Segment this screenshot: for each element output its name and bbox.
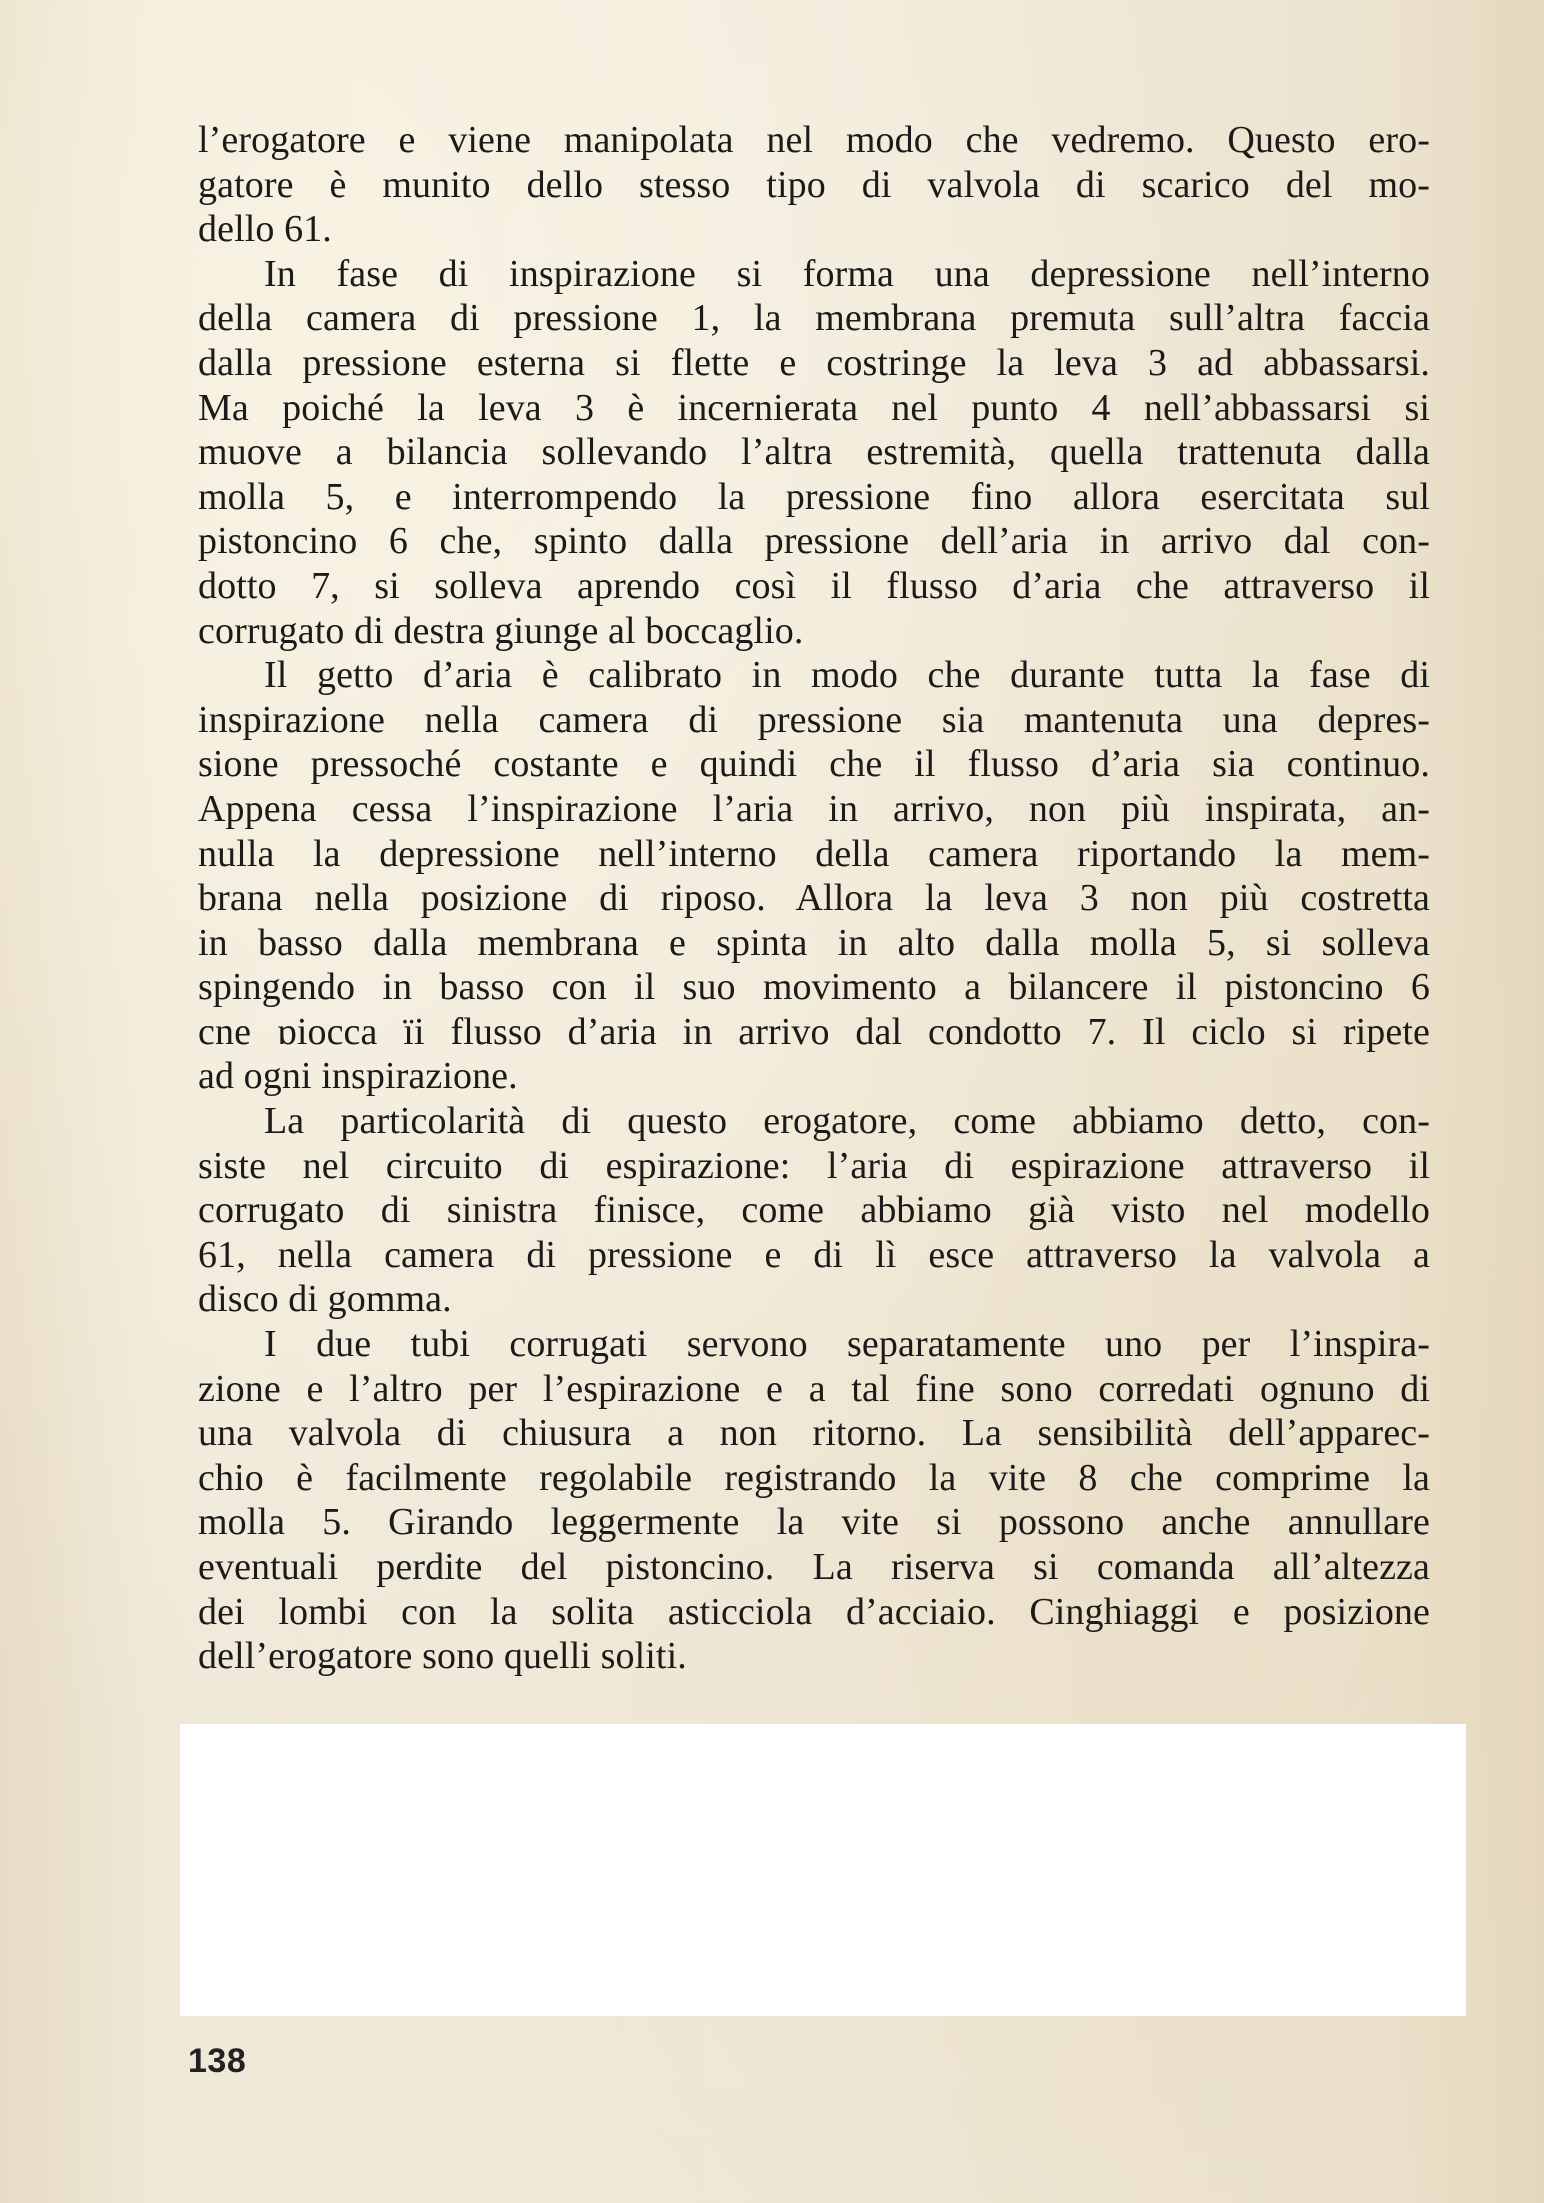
paragraph <box>198 1322 1430 1679</box>
text-line: Il getto d’aria è calibrato in modo che durante tutta la fase di <box>264 654 1430 697</box>
text-line: inspirazione nella camera di pressione sia mantenuta una depres- <box>198 698 1430 741</box>
paragraph <box>198 653 1430 1099</box>
text-line: eventuali perdite del pistoncino. La riserva si comanda all’altezza <box>198 1546 1430 1588</box>
text-line: dell’erogatore sono quelli soliti. <box>198 1635 687 1678</box>
text-line: l’erogatore e viene manipolata nel modo che vedremo. Questo ero- <box>198 119 1430 161</box>
text-line: in basso dalla membrana e spinta in alto dalla molla 5, si solleva <box>198 921 1430 964</box>
text-line: Appena cessa l’inspirazione l’aria in arrivo, non più inspirata, an- <box>198 787 1430 830</box>
text-line: chio è facilmente regolabile registrando la vite 8 che comprime la <box>198 1456 1430 1499</box>
text-line: muove a bilancia sollevando l’altra estremità, quella trattenuta dalla <box>198 431 1430 474</box>
text-line: In fase di inspirazione si forma una depressione nell’interno <box>264 252 1430 295</box>
text-line: Ma poiché la leva 3 è incernierata nel punto 4 nell’abbassarsi si <box>198 386 1430 429</box>
paragraph <box>198 252 1430 653</box>
paragraph <box>198 1099 1430 1322</box>
text-line: della camera di pressione 1, la membrana premuta sull’altra faccia <box>198 297 1430 340</box>
text-line: 61, nella camera di pressione e di lì esce attraverso la valvola a <box>198 1233 1430 1276</box>
text-line: gatore è munito dello stesso tipo di valvola di scarico del mo- <box>198 163 1430 206</box>
paragraph <box>198 118 1430 252</box>
text-line: siste nel circuito di espirazione: l’aria di espirazione attraverso il <box>198 1144 1430 1187</box>
text-line: una valvola di chiusura a non ritorno. La sensibilità dell’apparec- <box>198 1412 1430 1455</box>
text-line: cne ɒiocca ïi flusso d’aria in arrivo dal condotto 7. Il ciclo si ripete <box>198 1010 1430 1053</box>
text-line: spingendo in basso con il suo movimento a bilancere il pistoncino 6 <box>198 966 1430 1009</box>
text-line: disco di gomma. <box>198 1278 452 1321</box>
text-line: ad ogni inspirazione. <box>198 1055 518 1098</box>
text-line: sione pressoché costante e quindi che il flusso d’aria sia continuo. <box>198 743 1430 786</box>
text-line: dalla pressione esterna si flette e costringe la leva 3 ad abbassarsi. <box>198 341 1430 384</box>
text-line: La particolarità di questo erogatore, come abbiamo detto, con- <box>264 1100 1430 1143</box>
text-line: molla 5, e interrompendo la pressione fino allora esercitata sul <box>198 475 1430 518</box>
text-line: molla 5. Girando leggermente la vite si possono anche annullare <box>198 1501 1430 1544</box>
text-line: corrugato di sinistra finisce, come abbiamo già visto nel modello <box>198 1189 1430 1232</box>
blank-image-area <box>180 1724 1466 2016</box>
text-line: I due tubi corrugati servono separatamente uno per l’inspira- <box>264 1323 1430 1366</box>
text-line: brana nella posizione di riposo. Allora la leva 3 non più costretta <box>198 877 1430 920</box>
text-line: corrugato di destra giunge al boccaglio. <box>198 609 804 652</box>
text-line: zione e l’altro per l’espirazione e a tal fine sono corredati ognuno di <box>198 1367 1430 1410</box>
text-line: dello 61. <box>198 208 332 251</box>
body-text <box>198 118 1430 1679</box>
text-line: pistoncino 6 che, spinto dalla pressione dell’aria in arrivo dal con- <box>198 520 1430 563</box>
text-line: dotto 7, si solleva aprendo così il flusso d’aria che attraverso il <box>198 564 1430 607</box>
text-line: dei lombi con la solita asticciola d’acciaio. Cinghiaggi e posizione <box>198 1590 1430 1633</box>
text-line: nulla la depressione nell’interno della camera riportando la mem- <box>198 832 1430 875</box>
page-number: 138 <box>188 2042 247 2080</box>
